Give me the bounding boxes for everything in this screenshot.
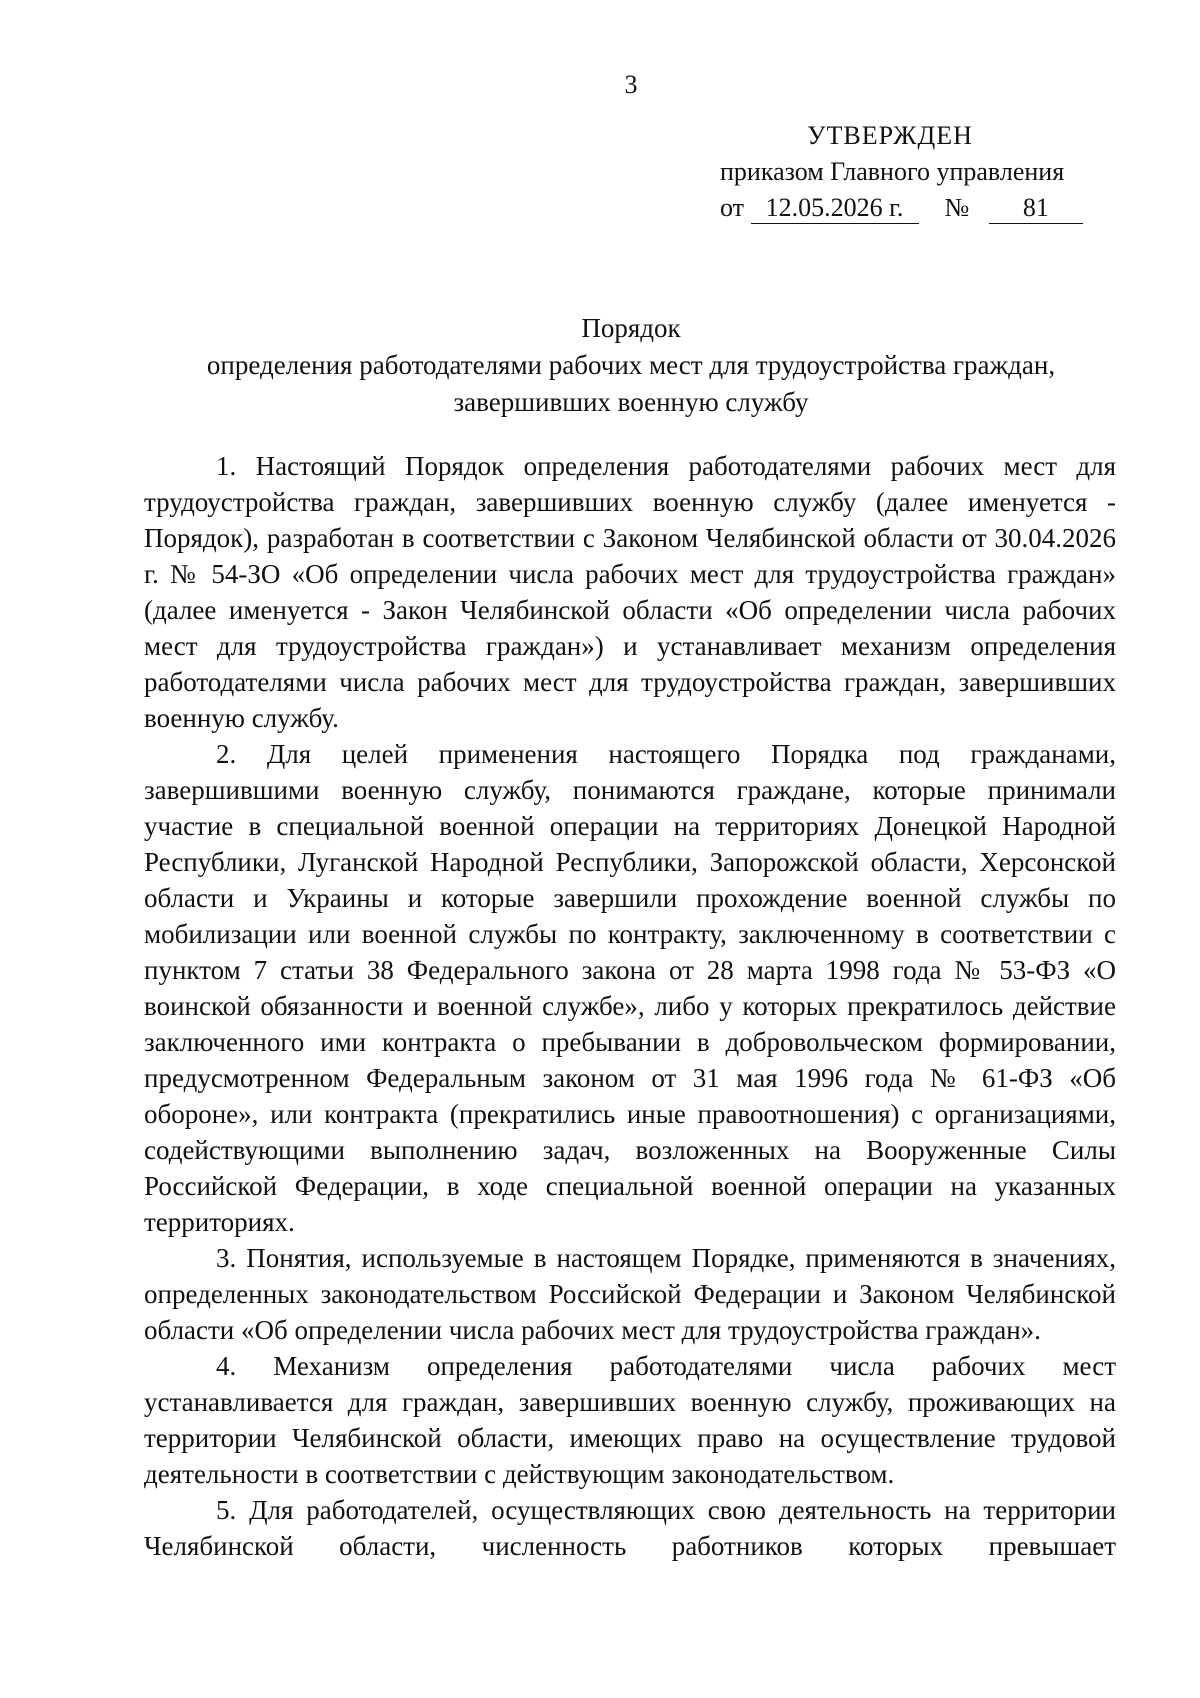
title-line-2: определения работодателями рабочих мест для трудоустройства граждан,: [206, 350, 1056, 380]
order-number: 81: [989, 193, 1083, 224]
from-label: от: [720, 193, 745, 222]
approved-title: УТВЕРЖДЕН: [807, 121, 973, 150]
number-label: №: [944, 193, 970, 222]
title-line-1: Порядок: [581, 313, 681, 343]
paragraph-3: 3. Понятия, используемые в настоящем Порядке, применяются в значениях, определенных законодательством Российской Федерации и Законом Челябинской области «Об определении числа рабочих мест для трудоустройства граждан».: [144, 1243, 1116, 1345]
paragraph-2: 2. Для целей применения настоящего Порядка под гражданами, завершившими военную службу, понимаются граждане, которые принимали участие в специальной военной операции на территориях Донецкой Народной Республики, Луганской Народной Республики, Запорожской области, Херсонской области и Украины и которые завершили прохождение военной службы по мобилизации или военной службы по контракту, заключенному в соответствии с пунктом 7 статьи 38 Федерального закона от 28 марта 1998 года № 53-ФЗ «О воинской обязанности и военной службе», либо у которых прекратилось действие заключенного ими контракта о пребывании в добровольческом формировании, предусмотренном Федеральным законом от 31 мая 1996 года № 61-ФЗ «Об обороне», или контракта (прекратились иные правоотношения) с организациями, содействующими выполнению задач, возложенных на Вооруженные Силы Российской Федерации, в ходе специальной военной операции на указанных территориях.: [144, 739, 1116, 1237]
document-body: [144, 448, 1116, 1564]
paragraph-4: 4. Механизм определения работодателями числа рабочих мест устанавливается для граждан, завершивших военную службу, проживающих на территории Челябинской области, имеющих право на осуществление трудовой деятельности в соответствии с действующим законодательством.: [144, 1351, 1116, 1489]
title-line-3: завершивших военную службу: [453, 387, 809, 417]
order-line: [720, 190, 1100, 226]
page-number: 3: [624, 70, 638, 99]
paragraph-1: 1. Настоящий Порядок определения работодателями рабочих мест для трудоустройства граждан, завершивших военную службу (далее именуется - Порядок), разработан в соответствии с Законом Челябинской области от 30.04.2026 г. № 54-ЗО «Об определении числа рабочих мест для трудоустройства граждан» (далее именуется - Закон Челябинской области «Об определении числа рабочих мест для трудоустройства граждан») и устанавливает механизм определения работодателями числа рабочих мест для трудоустройства граждан, завершивших военную службу.: [144, 451, 1116, 733]
approved-by: приказом Главного управления: [720, 157, 1065, 186]
paragraph-5: 5. Для работодателей, осуществляющих свою деятельность на территории Челябинской области, численность работников которых превышает: [144, 1495, 1116, 1561]
approval-stamp-block: [720, 118, 1100, 226]
order-date: 12.05.2026 г.: [751, 193, 919, 224]
document-title: [144, 310, 1118, 421]
